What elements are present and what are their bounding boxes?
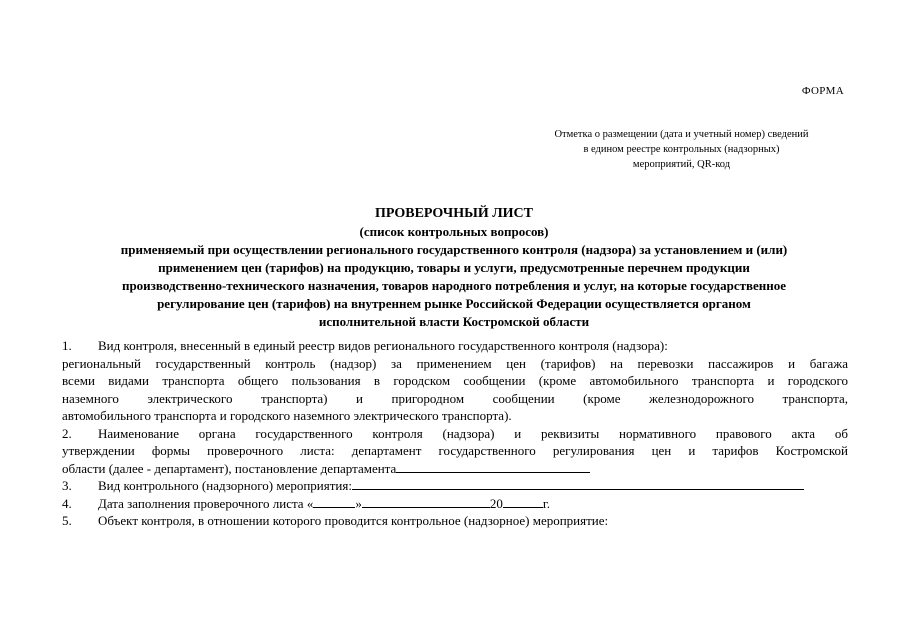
item-text: г. (542, 495, 550, 511)
year-blank[interactable] (503, 495, 543, 508)
document-heading (40, 205, 868, 331)
item-text: Вид контроля, внесенный в единый реестр видов регионального государственного контроля (надзора): (98, 338, 668, 353)
item-text: области (далее - департамент), постановление департамента (62, 460, 397, 476)
item-text: Вид контрольного (надзорного) мероприятия: (98, 478, 352, 493)
item-text: » (355, 495, 362, 511)
heading-line: применяемый при осуществлении регионального государственного контроля (надзора) за установлением и (или) (120, 242, 788, 257)
item-number: 3. (62, 478, 72, 493)
registry-notice-line: в едином реестре контрольных (надзорных) (583, 144, 780, 155)
item-number: 5. (62, 513, 72, 528)
item-fill-date (62, 495, 848, 513)
item-text: Дата заполнения проверочного листа « (98, 495, 314, 511)
heading-line: исполнительной власти Костромской области (318, 314, 590, 329)
item-number: 1. (62, 338, 72, 353)
registry-notice-line: мероприятий, QR-код (632, 159, 731, 170)
document-title: ПРОВЕРОЧНЫЙ ЛИСТ (374, 206, 533, 221)
registry-notice-line: Отметка о размещении (дата и учетный номер) сведений (554, 129, 809, 140)
item-text: утверждении формы проверочного листа: департамент государственного регулирования цен и тарифов Костромской (62, 443, 848, 458)
registry-notice (505, 127, 858, 172)
item-event-type (62, 477, 848, 495)
item-text: Наименование органа государственного контроля (надзора) и реквизиты нормативного правового акта об (98, 425, 848, 441)
item-control-object (62, 512, 848, 530)
form-label: ФОРМА (801, 85, 844, 97)
item-authority (62, 425, 848, 478)
document-body (62, 337, 848, 530)
item-text: 20 (489, 495, 503, 511)
item-text: автомобильного транспорта и городского наземного электрического транспорта). (62, 408, 512, 423)
heading-line: регулирование цен (тарифов) на внутреннем рынке Российской Федерации осуществляется органом (157, 296, 751, 311)
document-subtitle: (список контрольных вопросов) (359, 224, 549, 239)
item-text: наземного электрического транспорта) и пригородном сообщении (кроме железнодорожного транспорта, (62, 390, 848, 406)
item-number: 2. (62, 425, 72, 441)
day-blank[interactable] (313, 495, 355, 508)
resolution-blank[interactable] (396, 460, 590, 473)
item-control-type (62, 337, 848, 425)
item-number: 4. (62, 495, 72, 511)
heading-line: применением цен (тарифов) на продукцию, товары и услуги, предусмотренные перечнем продукции (158, 260, 750, 275)
month-blank[interactable] (362, 495, 490, 508)
item-text: всеми видами транспорта общего пользования в городском сообщении (кроме автомобильного транспорта и городского (62, 373, 848, 388)
event-type-blank[interactable] (352, 477, 804, 490)
item-text: Объект контроля, в отношении которого проводится контрольное (надзорное) мероприятие: (98, 513, 609, 528)
item-text: региональный государственный контроль (надзор) за применением цен (тарифов) на перевозки пассажиров и багажа (62, 355, 848, 371)
heading-line: производственно-технического назначения, товаров народного потребления и услуг, на которые государственное (121, 278, 787, 293)
